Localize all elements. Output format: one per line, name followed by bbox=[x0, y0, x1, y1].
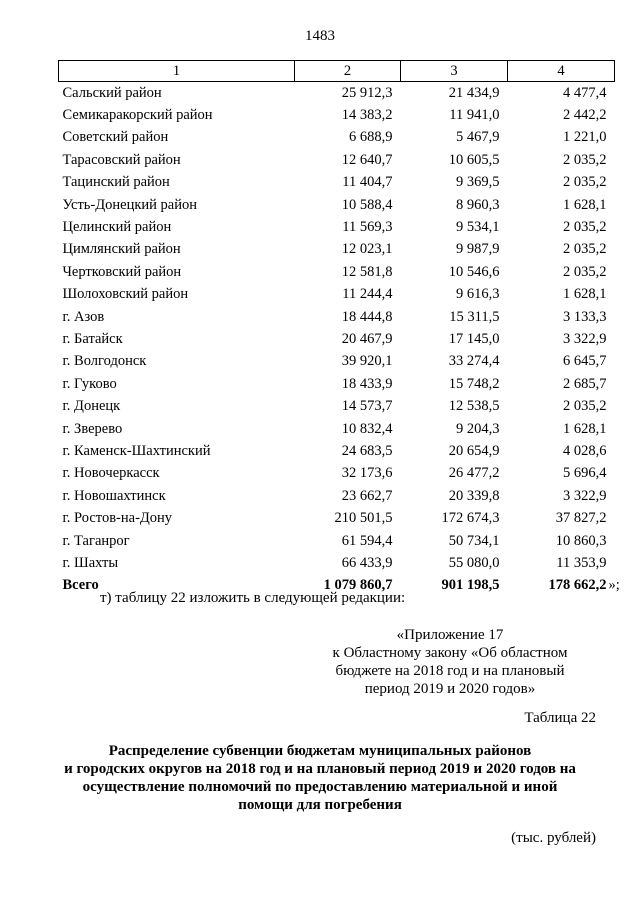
row-value-3: 9 616,3 bbox=[456, 286, 500, 303]
total-value-4: 178 662,2 bbox=[548, 577, 607, 594]
row-value-3: 50 734,1 bbox=[448, 532, 500, 549]
subvention-table bbox=[58, 60, 620, 597]
row-value-2: 12 581,8 bbox=[341, 263, 393, 280]
appendix-line-1: «Приложение 17 bbox=[396, 627, 504, 643]
row-value-2: 61 594,4 bbox=[341, 532, 393, 549]
row-value-2: 14 573,7 bbox=[341, 398, 393, 415]
row-value-4: 2 442,2 bbox=[563, 107, 607, 124]
row-value-3: 15 311,5 bbox=[449, 308, 500, 325]
row-value-4: 6 645,7 bbox=[563, 353, 607, 370]
table-body bbox=[59, 82, 615, 575]
appendix-line-2: к Областному закону «Об областном bbox=[332, 645, 568, 661]
table-row bbox=[59, 306, 615, 328]
row-value-4: 1 628,1 bbox=[563, 420, 607, 437]
row-name: Целинский район bbox=[62, 219, 172, 236]
appendix-line-3: бюджете на 2018 год и на плановый bbox=[335, 663, 565, 679]
table-heading bbox=[50, 742, 590, 814]
table-row bbox=[59, 507, 615, 529]
table-row bbox=[59, 485, 615, 507]
row-name: Сальский район bbox=[62, 84, 162, 101]
row-value-4: 5 696,4 bbox=[563, 465, 607, 482]
row-value-2: 39 920,1 bbox=[341, 353, 393, 370]
total-value-2: 1 079 860,7 bbox=[323, 577, 393, 594]
row-value-4: 1 628,1 bbox=[563, 196, 607, 213]
table-row bbox=[59, 194, 615, 216]
table-row bbox=[59, 328, 615, 350]
table-row bbox=[59, 127, 615, 149]
row-name: Семикаракорский район bbox=[62, 107, 213, 124]
row-name: г. Таганрог bbox=[62, 532, 130, 549]
row-value-4: 2 035,2 bbox=[563, 151, 607, 168]
total-value-4-cell bbox=[508, 575, 620, 597]
table-row bbox=[59, 216, 615, 238]
appendix-line-4: период 2019 и 2020 годов» bbox=[364, 681, 536, 697]
row-value-2: 210 501,5 bbox=[334, 510, 393, 527]
table-row bbox=[59, 261, 615, 283]
row-value-3: 12 538,5 bbox=[448, 398, 500, 415]
heading-line-4: помощи для погребения bbox=[238, 797, 402, 813]
row-name: г. Волгодонск bbox=[62, 353, 147, 370]
row-name: Советский район bbox=[62, 129, 169, 146]
column-header-2: 2 bbox=[295, 61, 401, 82]
table-row bbox=[59, 149, 615, 171]
table-row bbox=[59, 373, 615, 395]
row-name: Тацинский район bbox=[62, 174, 170, 191]
row-name: г. Азов bbox=[62, 308, 105, 325]
row-name: г. Батайск bbox=[62, 330, 123, 347]
row-value-3: 33 274,4 bbox=[448, 353, 500, 370]
row-value-4: 11 353,9 bbox=[556, 554, 607, 571]
row-value-2: 32 173,6 bbox=[341, 465, 393, 482]
page-number: 1483 bbox=[305, 28, 335, 44]
row-name: г. Новошахтинск bbox=[62, 487, 166, 504]
total-label: Всего bbox=[62, 577, 99, 594]
table-row bbox=[59, 351, 615, 373]
row-value-2: 10 588,4 bbox=[341, 196, 393, 213]
row-value-3: 55 080,0 bbox=[448, 554, 500, 571]
row-value-2: 11 404,7 bbox=[342, 174, 393, 191]
heading-line-1: Распределение субвенции бюджетам муниципальных районов bbox=[108, 743, 532, 759]
row-value-2: 12 023,1 bbox=[341, 241, 393, 258]
row-value-4: 37 827,2 bbox=[555, 510, 607, 527]
row-value-3: 5 467,9 bbox=[456, 129, 500, 146]
table-row bbox=[59, 284, 615, 306]
row-name: г. Ростов-на-Дону bbox=[62, 510, 173, 527]
row-value-3: 21 434,9 bbox=[448, 84, 500, 101]
row-value-3: 20 339,8 bbox=[448, 487, 500, 504]
row-name: г. Гуково bbox=[62, 375, 117, 392]
row-value-2: 11 569,3 bbox=[342, 219, 393, 236]
row-name: г. Донецк bbox=[62, 398, 121, 415]
row-value-2: 6 688,9 bbox=[349, 129, 393, 146]
table-row bbox=[59, 530, 615, 552]
row-value-3: 10 546,6 bbox=[448, 263, 500, 280]
row-value-4: 2 035,2 bbox=[563, 174, 607, 191]
row-value-2: 18 433,9 bbox=[341, 375, 393, 392]
row-name: г. Новочеркасск bbox=[62, 465, 160, 482]
column-header-4: 4 bbox=[508, 61, 615, 82]
row-value-4: 2 035,2 bbox=[563, 263, 607, 280]
row-value-3: 9 534,1 bbox=[456, 219, 500, 236]
row-value-3: 172 674,3 bbox=[441, 510, 500, 527]
row-value-2: 24 683,5 bbox=[341, 442, 393, 459]
table-label: Таблица 22 bbox=[524, 710, 596, 726]
row-value-4: 10 860,3 bbox=[555, 532, 607, 549]
total-value-3: 901 198,5 bbox=[441, 577, 500, 594]
row-value-3: 15 748,2 bbox=[448, 375, 500, 392]
table-row bbox=[59, 239, 615, 261]
table-row bbox=[59, 82, 615, 105]
row-value-3: 9 369,5 bbox=[456, 174, 500, 191]
row-value-4: 4 028,6 bbox=[563, 442, 607, 459]
row-value-4: 1 221,0 bbox=[563, 129, 607, 146]
row-name: г. Шахты bbox=[62, 554, 119, 571]
units-label: (тыс. рублей) bbox=[511, 830, 596, 846]
amendment-instruction: т) таблицу 22 изложить в следующей редакции: bbox=[100, 590, 406, 606]
row-value-4: 2 035,2 bbox=[563, 241, 607, 258]
row-value-4: 2 035,2 bbox=[563, 398, 607, 415]
table-row bbox=[59, 552, 615, 574]
row-value-3: 26 477,2 bbox=[448, 465, 500, 482]
row-value-3: 8 960,3 bbox=[456, 196, 500, 213]
row-value-3: 9 987,9 bbox=[456, 241, 500, 258]
table-row bbox=[59, 172, 615, 194]
row-value-4: 2 035,2 bbox=[563, 219, 607, 236]
row-name: Шолоховский район bbox=[62, 286, 189, 303]
table-row bbox=[59, 440, 615, 462]
row-value-2: 11 244,4 bbox=[342, 286, 393, 303]
row-value-3: 17 145,0 bbox=[448, 330, 500, 347]
row-name: Цимлянский район bbox=[62, 241, 181, 258]
row-value-2: 18 444,8 bbox=[341, 308, 393, 325]
row-value-4: 1 628,1 bbox=[563, 286, 607, 303]
closing-quote: »; bbox=[608, 577, 620, 594]
table-row bbox=[59, 418, 615, 440]
row-value-4: 3 133,3 bbox=[563, 308, 607, 325]
heading-line-3: осуществление полномочий по предоставлению материальной и иной bbox=[82, 779, 558, 795]
table-row bbox=[59, 104, 615, 126]
row-value-4: 2 685,7 bbox=[563, 375, 607, 392]
row-value-3: 20 654,9 bbox=[448, 442, 500, 459]
row-value-4: 3 322,9 bbox=[563, 330, 607, 347]
table-row bbox=[59, 463, 615, 485]
total-value-4-wrap bbox=[548, 577, 620, 594]
row-name: Тарасовский район bbox=[62, 151, 181, 168]
column-header-3: 3 bbox=[401, 61, 508, 82]
row-name: Чертковский район bbox=[62, 263, 182, 280]
row-value-3: 10 605,5 bbox=[448, 151, 500, 168]
row-value-2: 14 383,2 bbox=[341, 107, 393, 124]
row-value-3: 11 941,0 bbox=[449, 107, 500, 124]
row-value-2: 10 832,4 bbox=[341, 420, 393, 437]
row-value-3: 9 204,3 bbox=[456, 420, 500, 437]
row-name: г. Зверево bbox=[62, 420, 123, 437]
row-name: Усть-Донецкий район bbox=[62, 196, 197, 213]
row-value-2: 12 640,7 bbox=[341, 151, 393, 168]
table-header-row bbox=[59, 61, 615, 82]
row-value-2: 20 467,9 bbox=[341, 330, 393, 347]
column-header-1: 1 bbox=[59, 61, 295, 82]
row-value-2: 66 433,9 bbox=[341, 554, 393, 571]
table-row bbox=[59, 395, 615, 417]
row-name: г. Каменск-Шахтинский bbox=[62, 442, 211, 459]
row-value-4: 3 322,9 bbox=[563, 487, 607, 504]
row-value-2: 25 912,3 bbox=[341, 84, 393, 101]
row-value-2: 23 662,7 bbox=[341, 487, 393, 504]
heading-line-2: и городских округов на 2018 год и на плановый период 2019 и 2020 годов на bbox=[64, 761, 576, 777]
row-value-4: 4 477,4 bbox=[563, 84, 607, 101]
appendix-reference bbox=[310, 626, 590, 698]
